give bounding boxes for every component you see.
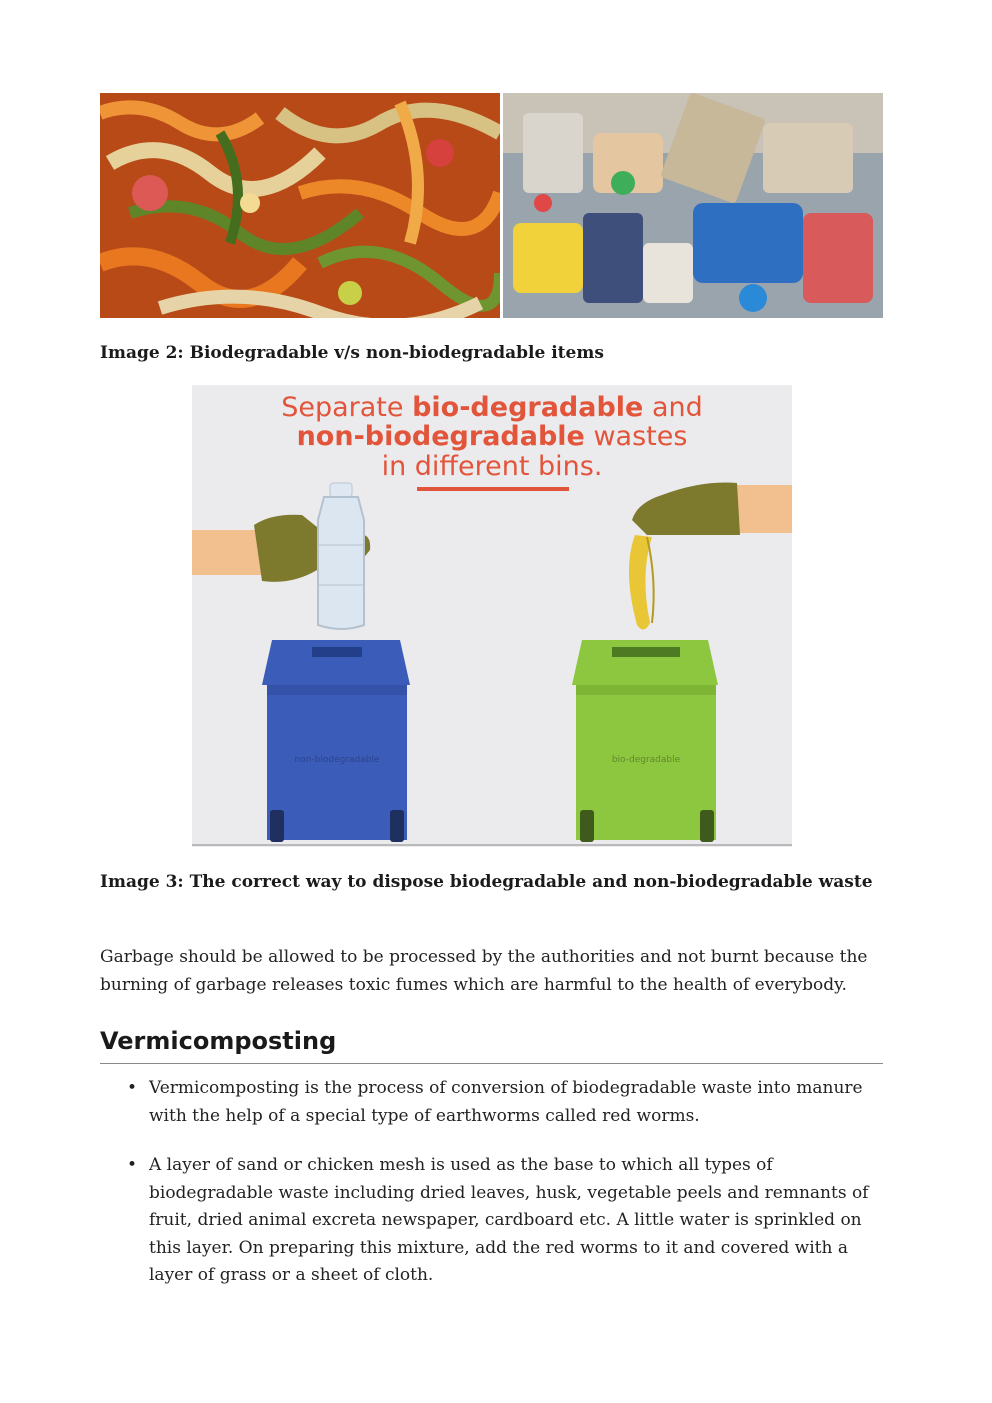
list-item: [100, 1075, 890, 1130]
green-bin-label: bio-degradable: [611, 755, 681, 765]
blue-bin-label: non-biodegradable: [294, 755, 380, 765]
illus-line1-post: and: [643, 392, 703, 423]
bullet-icon: •: [127, 1155, 138, 1175]
illustration-canvas: [192, 385, 792, 847]
waste-separation-illustration: [192, 385, 792, 847]
plastic-bottle-icon: [318, 483, 364, 629]
illus-line1-pre: Separate: [281, 392, 413, 423]
green-bin-icon: [572, 640, 718, 842]
illus-line2-post: wastes: [584, 421, 688, 452]
svg-text:non-biodegradable wastes: [297, 421, 688, 452]
image-2-caption: Image 2: Biodegradable v/s non-biodegradable items: [100, 343, 604, 363]
bullet-icon: •: [127, 1078, 138, 1098]
garbage-paragraph: Garbage should be allowed to be processed by the authorities and not burnt because the burning of garbage releases toxic fumes which are harmful to the health of everybody.: [100, 947, 868, 995]
biodegradable-waste-photo: [100, 93, 500, 318]
illus-line2-bold: non-biodegradable: [296, 421, 585, 452]
list-item-text: Vermicomposting is the process of conversion of biodegradable waste into manure with the help of a special type of earthworms called red worms.: [149, 1078, 863, 1126]
illus-line1-bold: bio-degradable: [412, 392, 644, 423]
blue-bin-icon: [262, 640, 410, 842]
list-item: [100, 1152, 890, 1290]
illus-line3: in different bins.: [381, 451, 603, 482]
list-item-text: A layer of sand or chicken mesh is used as the base to which all types of biodegradable waste including dried leaves, husk, vegetable peels and remnants of fruit, dried animal excreta newspaper, cardboard etc. A little water is sprinkled on this layer. On preparing this mixture, add the red worms to it and covered with a layer of grass or a sheet of cloth.: [149, 1155, 869, 1285]
title-underline: [417, 487, 569, 491]
image-3-caption: Image 3: The correct way to dispose biodegradable and non-biodegradable waste: [100, 872, 873, 892]
non-biodegradable-waste-photo: [503, 93, 883, 318]
photo-row: [100, 93, 883, 318]
svg-text:Separate bio-degradable and: [281, 392, 703, 423]
section-heading: Vermicomposting: [100, 1027, 883, 1064]
vermicomposting-list: [100, 1075, 890, 1312]
